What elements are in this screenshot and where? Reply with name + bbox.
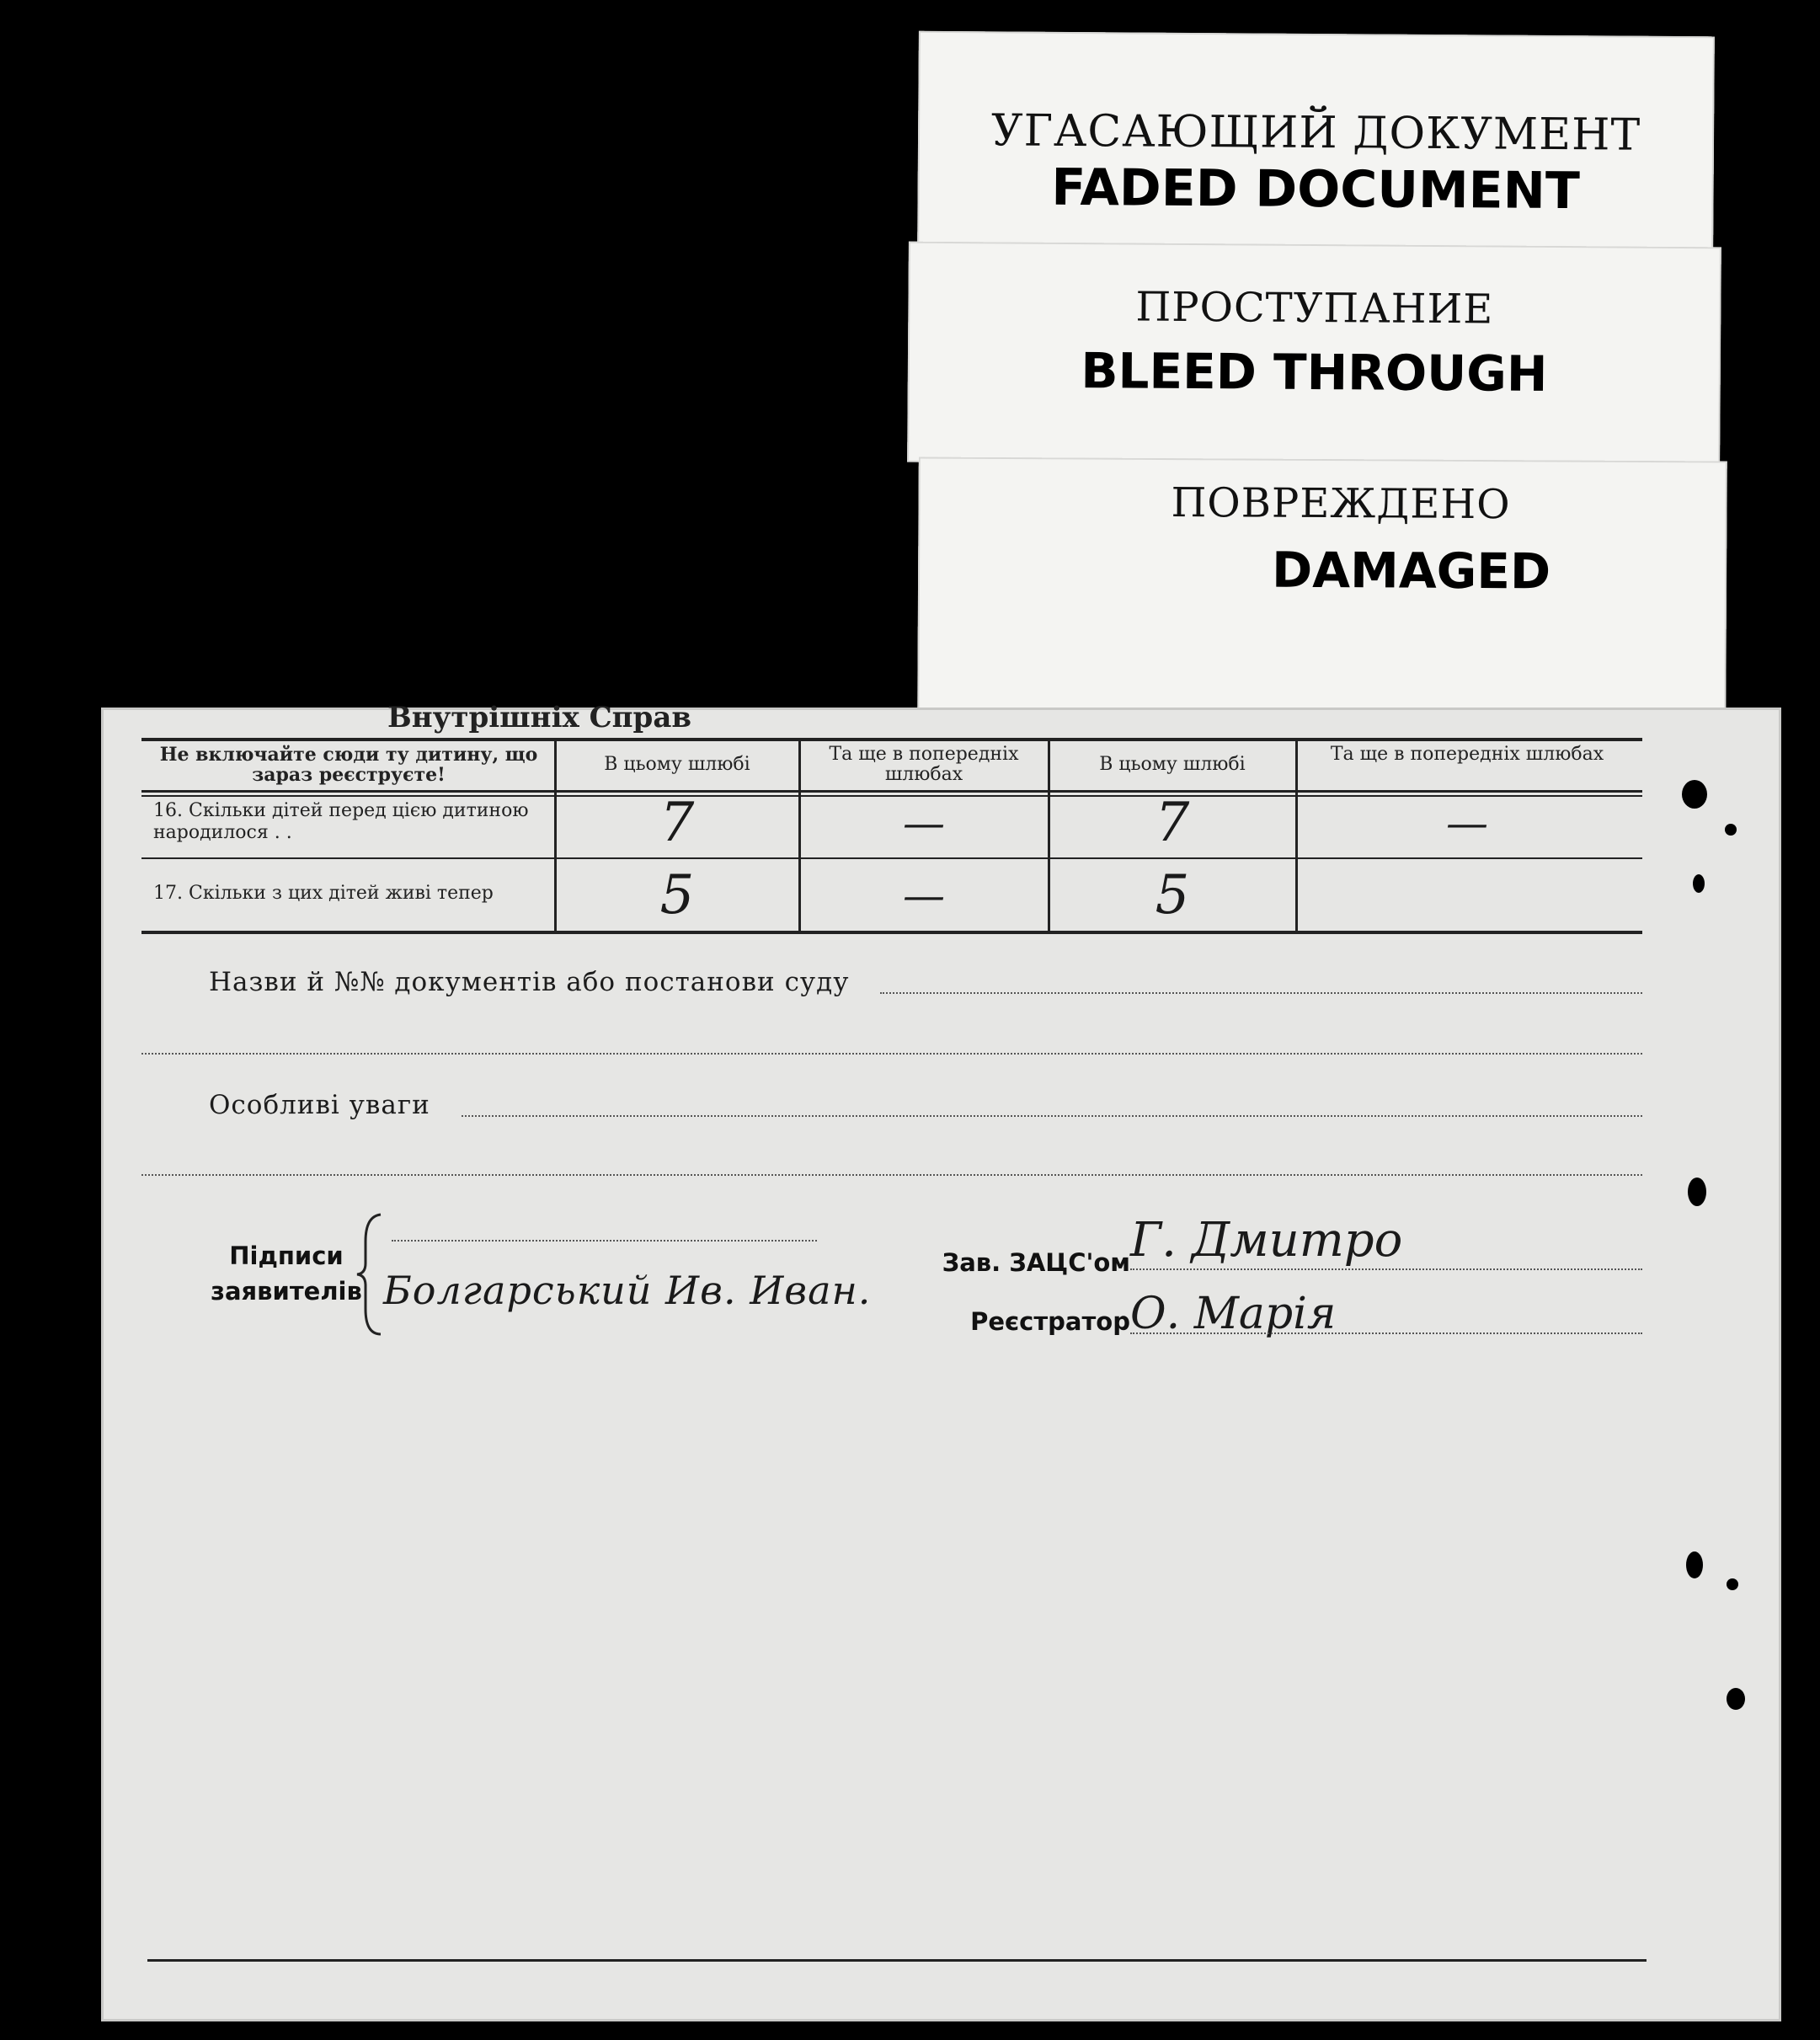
documents-line-2 xyxy=(141,1053,1642,1055)
row-17-value-1: 5 xyxy=(659,864,695,927)
row-17-value-3: 5 xyxy=(1155,864,1190,927)
damaged-label-ru: ПОВРЕЖДЕНО xyxy=(1171,479,1511,529)
damage-spot xyxy=(1725,824,1737,836)
row-16-value-3: 7 xyxy=(1155,792,1190,854)
damage-spot xyxy=(1727,1578,1738,1590)
row-16-value-2: — xyxy=(903,798,945,847)
partial-header: Внутрішніх Справ xyxy=(387,701,691,734)
damaged-label-en: DAMAGED xyxy=(1271,541,1551,601)
head-signature: Г. Дмитро xyxy=(1130,1213,1403,1268)
applicant-signature: Болгарський Ив. Иван. xyxy=(383,1268,872,1313)
head-signature-line xyxy=(1130,1268,1642,1270)
binding-hole xyxy=(1682,780,1707,809)
bleed-through-label xyxy=(907,242,1721,468)
head-label: Зав. ЗАЦС'ом xyxy=(942,1248,1130,1277)
table-header-rule xyxy=(141,790,1642,793)
faded-document-label xyxy=(917,31,1715,258)
bleed-label-ru: ПРОСТУПАНИЕ xyxy=(1135,283,1494,334)
row-16-value-4: — xyxy=(1446,798,1488,847)
row-17-value-2: — xyxy=(903,871,945,920)
table-header-rule-2 xyxy=(141,795,1642,797)
bleed-label-en: BLEED THROUGH xyxy=(1081,342,1548,403)
bottom-rule xyxy=(147,1959,1647,1962)
remarks-label: Особливі уваги xyxy=(209,1090,430,1120)
signature-brace xyxy=(354,1211,387,1338)
col-header-this-marriage-1: В цьому шлюбі xyxy=(604,754,750,775)
remarks-line-2 xyxy=(141,1174,1642,1176)
table-divider-2 xyxy=(798,738,801,933)
binding-hole xyxy=(1688,1178,1706,1206)
table-row-rule xyxy=(141,857,1642,859)
table-divider-4 xyxy=(1295,738,1298,933)
documents-line-1 xyxy=(880,992,1642,994)
binding-hole xyxy=(1686,1551,1703,1578)
table-header-note: Не включайте сюди ту дитину, що зараз реєструєте! xyxy=(159,744,538,786)
applicant-signature-line xyxy=(392,1240,817,1242)
col-header-previous-marriages-2: Та ще в попередніх шлюбах xyxy=(1330,744,1604,765)
table-divider-1 xyxy=(554,738,557,933)
applicants-signature-label: Підписи заявителів xyxy=(211,1242,362,1306)
documents-label: Назви й №№ документів або постанови суду xyxy=(209,967,850,997)
damaged-label xyxy=(917,457,1727,722)
col-header-previous-marriages-1: Та ще в попередніх шлюбах xyxy=(829,744,1019,785)
registrar-label: Реєстратор xyxy=(970,1307,1130,1336)
registrar-signature: О. Марія xyxy=(1130,1289,1337,1339)
form-sheet xyxy=(101,701,1781,2021)
row-16-label: 16. Скільки дітей перед цією дитиною народилося . . xyxy=(153,800,529,843)
row-16-value-1: 7 xyxy=(659,792,695,854)
remarks-line-1 xyxy=(462,1115,1642,1117)
binding-hole xyxy=(1693,874,1705,893)
table-bottom-rule xyxy=(141,931,1642,934)
faded-label-ru: УГАСАЮЩИЙ ДОКУМЕНТ xyxy=(990,105,1641,161)
table-top-rule xyxy=(141,738,1642,741)
faded-label-en: FADED DOCUMENT xyxy=(1051,158,1581,222)
row-17-label: 17. Скільки з цих дітей живі тепер xyxy=(153,883,494,904)
binding-hole xyxy=(1727,1688,1745,1710)
registrar-signature-line xyxy=(1130,1332,1642,1334)
col-header-this-marriage-2: В цьому шлюбі xyxy=(1099,754,1246,775)
table-divider-3 xyxy=(1048,738,1050,933)
